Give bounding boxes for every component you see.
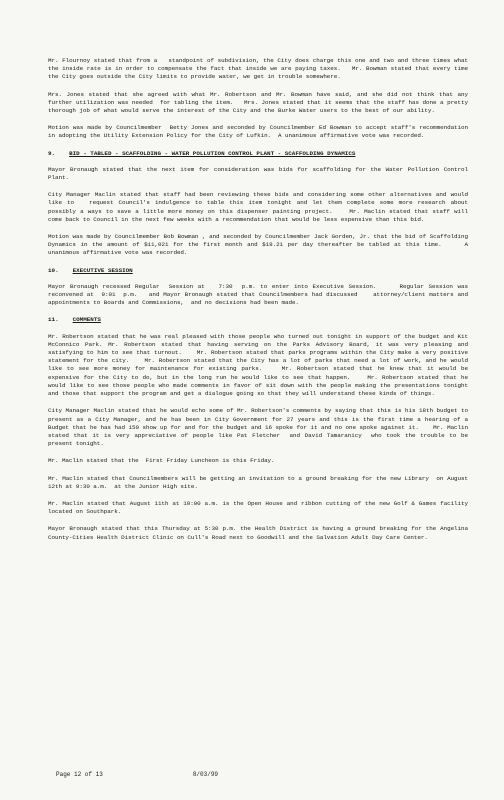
minutes-content (48, 57, 472, 542)
section-number: 10. (48, 266, 59, 274)
paragraph: Motion was made by Councilmember Betty Jones and seconded by Councilmember Ed Bowman to accept staff's recommendation in adopting the Utility Extension Policy for the City of Lufkin. A unanimous affirmative vote was recorded. (48, 124, 472, 140)
section-number: 11. (48, 316, 59, 324)
paragraph: Mr. Maclin stated that Councilmembers will be getting an invitation to a ground breaking for the new Library on August 12th at 9:30 a.m. at the Junior High site. (48, 474, 472, 490)
meeting-date: 8/03/99 (192, 771, 219, 778)
section-heading (48, 267, 468, 275)
paragraph: Mayor Bronaugh recessed Regular Session at 7:30 p.m. to enter into Executive Session. Regular Session was reconvened at 9:01 p.m. and Mayor Bronaugh stated that Councilmembers had discussed attorney/client matters and appointments to Boards and Commissions, and no decisions had been made. (48, 282, 472, 307)
paragraph: Mayor Bronaugh stated that this Thursday at 5:30 p.m. the Health District is having a ground breaking for the Angelina County-Cities Health District Clinic on Cull's Road next to Goodwill and the Salvation Adult Day Care Center. (48, 525, 472, 541)
paragraph: Mrs. Jones stated that she agreed with what Mr. Robertson and Mr. Bowman have said, and she did not think that any further utilization was needed for tabling the item. Mrs. Jones stated that it seems that the staff has done a pretty thorough job of what would serve the interest of the City and the Burke Water users to the best of our ability. (48, 90, 472, 115)
paragraph: Mr. Flournoy stated that from a standpoint of subdivision, the City does charge this one and two and three times what the inside rate is in order to compensate the fact that inside we are paying taxes. Mr. Bowman stated that every time the City goes outside the City limits to provide water, we get in trouble somewhere. (48, 57, 472, 81)
paragraph: Mr. Maclin stated that the First Friday Luncheon is this Friday. (48, 457, 275, 465)
paragraph: Mr. Maclin stated that August 11th at 10:00 a.m. is the Open House and ribbon cutting of the new Golf & Games facility located on Southpark. (48, 499, 472, 516)
section-number: 9. (48, 149, 56, 157)
section-title: EXECUTIVE SESSION (72, 266, 133, 274)
page-footer (56, 771, 218, 778)
section-title: BID - TABLED - SCAFFOLDING - WATER POLLUTION CONTROL PLANT - SCAFFOLDING DYNAMICS (69, 149, 356, 157)
section-heading (48, 316, 468, 324)
section-heading (48, 150, 468, 158)
paragraph: Motion was made by Councilmember Bob Bowman , and seconded by Councilmember Jack Gorden, Jr. that the bid of Scaffolding Dynamics in the amount of $11,021 for the first month and $19.21 per day thereafter be tabled at this time. A unanimous affirmative vote was recorded. (48, 233, 472, 257)
paragraph: City Manager Maclin stated that he would echo some of Mr. Robertson's comments by saying that this is his 18th budget to present as a City Manager, and he has been in City Government for 27 years and this is the first time a hearing of a Budget that he has had 150 show up for and for the budget and 16 spoke for it and no one spoke against it. Mr. Maclin stated that it is very appreciative of people like Pat Fletcher and David Tamaranicy who took the trouble to be present tonight. (48, 407, 472, 448)
paragraph: Mayor Bronaugh stated that the next item for consideration was bids for scaffolding for the Water Pollution Control Plant. (48, 165, 472, 182)
page-number: Page 12 of 13 (56, 771, 103, 778)
paragraph: City Manager Maclin stated that staff had been reviewing these bids and considering some other alternatives and would like to request Council's indulgence to table this item tonight and let them complete some more research about possibly a ways to save a little more money on this dispenser painting project. Mr. Maclin stated that staff will come back to Council in the next few weeks with a recommendation that would be less expensive than this bid. (48, 191, 472, 223)
section-title: COMMENTS (72, 316, 101, 324)
paragraph: Mr. Robertson stated that he was real pleased with those people who turned out tonight in support of the budget and Kit McConnico Park. Mr. Robertson stated that having serving on the Parks Advisory Board, it was very pleasing and satisfying to him to see that turnout. Mr. Robertson stated that parks programs within the City make a very positive statement for the city. Mr. Robertson stated that the City has a lot of parks that need a lot of work, and he would like to see more money for maintenance for existing parks. Mr. Robertson stated that he knew that it would be expensive for the City to do, but in the long run he would like to see that happen. Mr. Robertson stated that he would like to see those people who made comments in favor of sit down with the people making the presentations tonight and those that support the program and get a dialogue going so that they will understand these kinds of things. (48, 332, 472, 398)
